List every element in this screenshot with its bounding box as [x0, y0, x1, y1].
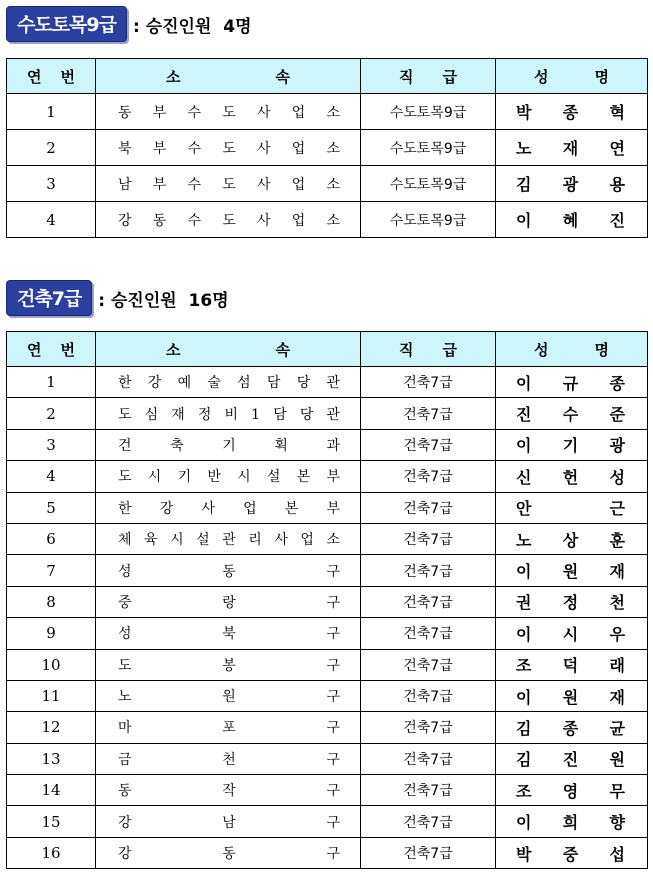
person-name-text: 이 규 종: [516, 373, 625, 393]
section-heading-architecture-7: [6, 280, 229, 316]
table-row: [7, 398, 648, 429]
person-name-text: 박 중 섭: [516, 844, 625, 864]
table-row: [7, 586, 648, 617]
department-text: 동 작 구: [118, 783, 340, 800]
department-text: 성 북 구: [118, 626, 340, 643]
person-name: [496, 367, 648, 398]
person-name: [496, 398, 648, 429]
person-name: [496, 837, 648, 868]
department: [96, 806, 361, 837]
person-name-text: 권 정 천: [516, 593, 625, 613]
person-name-text: 노 상 훈: [516, 530, 625, 550]
person-name-text: 김 진 원: [516, 750, 625, 770]
table-row: [7, 461, 648, 492]
person-name: [496, 492, 648, 523]
person-name: [496, 94, 648, 130]
person-name-text: 안 근: [516, 499, 625, 519]
serial-number: 1: [7, 367, 96, 398]
serial-number: 2: [7, 398, 96, 429]
rank: 건축7급: [361, 555, 496, 586]
department: [96, 130, 361, 166]
person-name-text: 이 희 향: [516, 813, 625, 833]
department-text: 도 심 재 정 비 1 담 당 관: [118, 406, 340, 423]
person-name: [496, 523, 648, 554]
header-name: 성 명: [496, 332, 648, 367]
table-row: [7, 429, 648, 460]
serial-number: 14: [7, 775, 96, 806]
person-name-text: 이 혜 진: [516, 211, 625, 230]
header-rank: 직 급: [361, 59, 496, 94]
person-name: [496, 743, 648, 774]
rank: 건축7급: [361, 586, 496, 617]
rank: 수도토목9급: [361, 130, 496, 166]
person-name-text: 노 재 연: [516, 139, 625, 158]
table-row: [7, 837, 648, 868]
header-name: 성 명: [496, 59, 648, 94]
person-name-text: 이 기 광: [516, 436, 625, 456]
table-row: [7, 618, 648, 649]
promotion-count: : 승진인원 16명: [98, 290, 229, 311]
serial-number: 9: [7, 618, 96, 649]
rank: 건축7급: [361, 398, 496, 429]
rank: 건축7급: [361, 775, 496, 806]
department: [96, 743, 361, 774]
serial-number: 8: [7, 586, 96, 617]
table-row: [7, 492, 648, 523]
grade-badge: 건축7급: [6, 280, 92, 316]
department-text: 건 축 기 획 과: [118, 437, 340, 454]
person-name: [496, 712, 648, 743]
department: [96, 555, 361, 586]
department: [96, 618, 361, 649]
header-serial-number: 연 번: [7, 59, 96, 94]
person-name-text: 이 원 재: [516, 687, 625, 707]
person-name: [496, 429, 648, 460]
person-name-text: 진 수 준: [516, 405, 625, 425]
table-row: [7, 806, 648, 837]
department-text: 강 동 수 도 사 업 소: [118, 212, 340, 229]
table-row: [7, 367, 648, 398]
person-name: [496, 130, 648, 166]
serial-number: 3: [7, 166, 96, 202]
department-text: 중 랑 구: [118, 594, 340, 611]
person-name: [496, 166, 648, 202]
table-header-row: [7, 59, 648, 94]
serial-number: 4: [7, 461, 96, 492]
serial-number: 16: [7, 837, 96, 868]
department-text: 체 육 시 설 관 리 사 업 소: [118, 532, 340, 549]
department-text: 성 동 구: [118, 563, 340, 580]
person-name: [496, 775, 648, 806]
department: [96, 523, 361, 554]
person-name: [496, 618, 648, 649]
department-text: 노 원 구: [118, 689, 340, 706]
department: [96, 166, 361, 202]
rank: 건축7급: [361, 743, 496, 774]
department-text: 북 부 수 도 사 업 소: [118, 140, 340, 157]
serial-number: 1: [7, 94, 96, 130]
serial-number: 4: [7, 202, 96, 238]
rank: 수도토목9급: [361, 202, 496, 238]
serial-number: 6: [7, 523, 96, 554]
department: [96, 586, 361, 617]
rank: 수도토목9급: [361, 166, 496, 202]
rank: 수도토목9급: [361, 94, 496, 130]
person-name: [496, 806, 648, 837]
department-text: 금 천 구: [118, 751, 340, 768]
department-text: 남 부 수 도 사 업 소: [118, 176, 340, 193]
table-row: [7, 775, 648, 806]
department: [96, 837, 361, 868]
person-name: [496, 586, 648, 617]
serial-number: 7: [7, 555, 96, 586]
header-department: 소 속: [96, 59, 361, 94]
department: [96, 202, 361, 238]
serial-number: 5: [7, 492, 96, 523]
promotion-count: : 승진인원 4명: [133, 16, 252, 37]
rank: 건축7급: [361, 680, 496, 711]
rank: 건축7급: [361, 649, 496, 680]
department: [96, 398, 361, 429]
table-row: [7, 712, 648, 743]
person-name-text: 김 종 균: [516, 718, 625, 738]
department-text: 한 강 예 술 섬 담 당 관: [118, 375, 340, 392]
department: [96, 461, 361, 492]
person-name-text: 신 헌 성: [516, 467, 625, 487]
table-row: [7, 94, 648, 130]
person-name-text: 조 영 무: [516, 781, 625, 801]
department: [96, 492, 361, 523]
table-row: [7, 743, 648, 774]
person-name: [496, 202, 648, 238]
person-name-text: 박 종 혁: [516, 103, 625, 122]
department-text: 강 동 구: [118, 846, 340, 863]
promotion-table-architecture-7: [6, 331, 648, 869]
serial-number: 13: [7, 743, 96, 774]
department-text: 한 강 사 업 본 부: [118, 500, 340, 517]
person-name: [496, 461, 648, 492]
department-text: 마 포 구: [118, 720, 340, 737]
serial-number: 15: [7, 806, 96, 837]
rank: 건축7급: [361, 367, 496, 398]
department-text: 강 남 구: [118, 814, 340, 831]
rank: 건축7급: [361, 806, 496, 837]
header-rank: 직 급: [361, 332, 496, 367]
section-heading-civil-9: [6, 6, 252, 42]
department: [96, 367, 361, 398]
person-name-text: 이 원 재: [516, 562, 625, 582]
department: [96, 712, 361, 743]
header-department: 소 속: [96, 332, 361, 367]
department: [96, 649, 361, 680]
rank: 건축7급: [361, 492, 496, 523]
serial-number: 2: [7, 130, 96, 166]
person-name-text: 이 시 우: [516, 624, 625, 644]
department-text: 도 봉 구: [118, 657, 340, 674]
serial-number: 3: [7, 429, 96, 460]
department: [96, 94, 361, 130]
rank: 건축7급: [361, 523, 496, 554]
person-name-text: 조 덕 래: [516, 656, 625, 676]
table-row: [7, 523, 648, 554]
table-row: [7, 649, 648, 680]
rank: 건축7급: [361, 618, 496, 649]
person-name: [496, 680, 648, 711]
rank: 건축7급: [361, 837, 496, 868]
department: [96, 680, 361, 711]
table-row: [7, 166, 648, 202]
serial-number: 12: [7, 712, 96, 743]
promotion-table-civil-9: [6, 58, 648, 238]
department: [96, 429, 361, 460]
grade-badge: 수도토목9급: [6, 6, 127, 42]
header-serial-number: 연 번: [7, 332, 96, 367]
serial-number: 11: [7, 680, 96, 711]
table-row: [7, 680, 648, 711]
table-row: [7, 202, 648, 238]
table-row: [7, 555, 648, 586]
rank: 건축7급: [361, 461, 496, 492]
department-text: 동 부 수 도 사 업 소: [118, 104, 340, 121]
rank: 건축7급: [361, 429, 496, 460]
department-text: 도 시 기 반 시 설 본 부: [118, 469, 340, 486]
person-name: [496, 555, 648, 586]
serial-number: 10: [7, 649, 96, 680]
person-name: [496, 649, 648, 680]
rank: 건축7급: [361, 712, 496, 743]
table-row: [7, 130, 648, 166]
table-header-row: [7, 332, 648, 367]
table-body: [7, 367, 648, 869]
department: [96, 775, 361, 806]
person-name-text: 김 광 용: [516, 175, 625, 194]
table-body: [7, 94, 648, 238]
